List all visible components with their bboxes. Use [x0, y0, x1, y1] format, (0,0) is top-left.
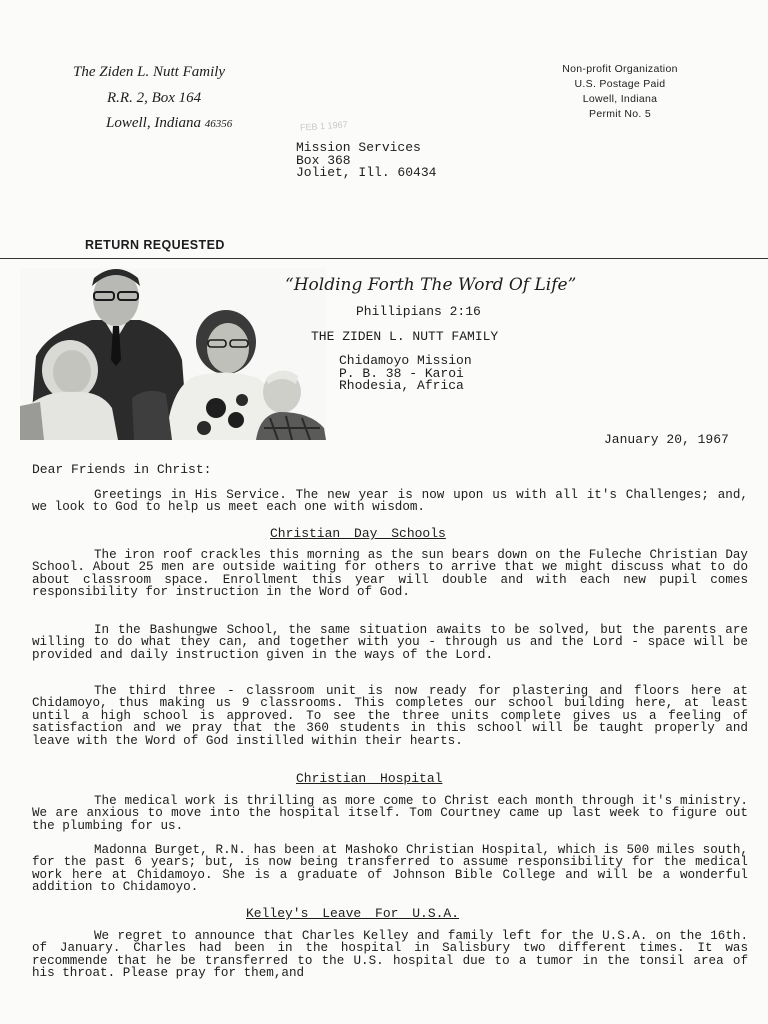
intro-text: Greetings in His Service. The new year is now upon us with all it's Challenges; and, we look to God to help us meet each one with wisdom. [32, 488, 748, 515]
letterhead-family: THE ZIDEN L. NUTT FAMILY [311, 329, 499, 344]
received-stamp: FEB 1 1967 [299, 119, 348, 133]
mission-country: Rhodesia, Africa [339, 378, 464, 393]
kelley-text-1: We regret to announce that Charles Kelley and family left for the U.S.A. on the 16th. of January. Charles had been in the hospital in Salisbury two different times. It was recommende that he be transferred to the U.S. hospital due to a tumor in the tonsil area of his throat. Please pray for them,and [32, 929, 748, 981]
mission-name: Chidamoyo Mission [339, 353, 472, 368]
return-requested: RETURN REQUESTED [85, 238, 225, 252]
mother-face [207, 323, 249, 373]
postage-line-4: Permit No. 5 [589, 108, 651, 120]
heading-christian-hospital: Christian Hospital [296, 771, 443, 786]
intro-paragraph [32, 489, 748, 514]
salutation: Dear Friends in Christ: [32, 462, 212, 477]
sender-name: The Ziden L. Nutt Family [73, 64, 226, 80]
letterhead-verse: Phillipians 2:16 [356, 304, 481, 319]
postage-line-3: Lowell, Indiana [582, 93, 658, 105]
mission-box: P. B. 38 - Karoi [339, 365, 464, 381]
schools-text-2: In the Bashungwe School, the same situation awaits to be solved, but the parents are willing to do what they can, and together with you - through us and the Lord - space will be provided and daily instruction given in the ways of the Lord. [32, 623, 748, 662]
schools-paragraph-3 [32, 685, 748, 747]
hospital-paragraph-2 [32, 844, 748, 894]
girl-face [53, 350, 91, 394]
heading-christian-day-schools: Christian Day Schools [270, 526, 446, 541]
heading-kelleys-leave: Kelley's Leave For U.S.A. [246, 906, 460, 921]
kelley-paragraph-1 [32, 930, 748, 980]
schools-paragraph-1 [32, 549, 748, 599]
hospital-text-1: The medical work is thrilling as more come to Christ each month through it's ministry. We are anxious to move into the hospital itself. Tom Courtney came up last week to figure out the plumbing for us. [32, 794, 748, 833]
schools-text-3: The third three - classroom unit is now ready for plastering and floors here at Chidamoyo, thus making us 9 classrooms. This completes our school building here, at least until a high school is approved. To see the three units complete gives us a feeling of satisfaction and we pray that the 360 students in this school will be taught properly and leave with the Word of God instilled within their hearts. [32, 684, 748, 748]
postage-line-2: U.S. Postage Paid [574, 78, 666, 90]
sender-city-line [106, 115, 232, 132]
schools-paragraph-2 [32, 624, 748, 661]
hospital-text-2: Madonna Burget, R.N. has been at Mashoko Christian Hospital, which is 500 miles south, for the past 6 years; but, is now being transferred to assume responsibility for the medical work here at Chidamoyo. She is a graduate of Johnson Bible College and will be a wonderful addition to Chidamoyo. [32, 843, 748, 895]
letterhead-address [339, 355, 472, 393]
family-photo [20, 268, 326, 440]
recipient-address [296, 142, 436, 180]
schools-text-1: The iron roof crackles this morning as the sun bears down on the Fuleche Christian Day School. About 25 men are outside waiting for others to arrive that we might discuss what to do about classroom space. Enrollment this year will double and with each new pupil comes responsibility for instruction in the Word of God. [32, 548, 748, 600]
postage-line-1: Non-profit Organization [562, 63, 678, 75]
recipient-line-3: Joliet, Ill. 60434 [296, 165, 437, 180]
sender-route: R.R. 2, Box 164 [107, 90, 202, 106]
sender-zip: 46356 [204, 118, 233, 130]
letter-date: January 20, 1967 [604, 432, 729, 447]
fold-line [0, 258, 768, 259]
sender-city: Lowell, Indiana [106, 115, 202, 131]
letterhead-motto: “Holding Forth The Word Of Life” [285, 275, 577, 295]
recipient-line-2: Box 368 [296, 152, 351, 168]
recipient-line-1: Mission Services [296, 140, 421, 155]
family-photo-drawing [20, 268, 326, 440]
postage-indicia [540, 62, 700, 122]
hospital-paragraph-1 [32, 795, 748, 832]
